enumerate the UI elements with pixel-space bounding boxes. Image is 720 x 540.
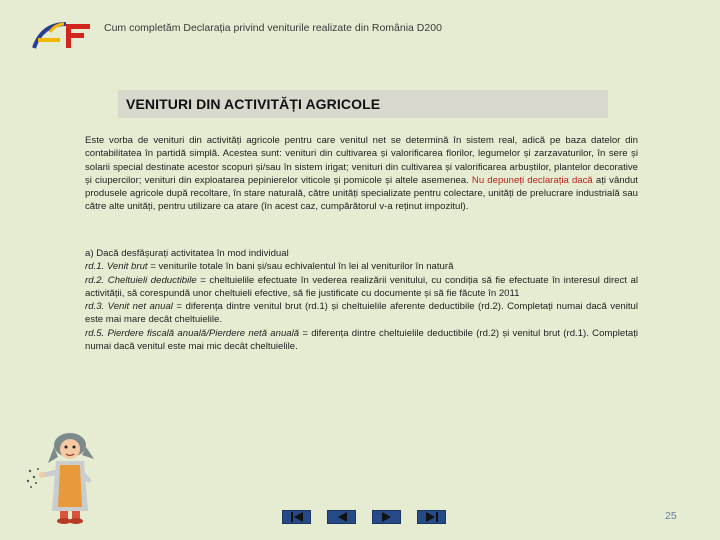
intro-text-part2: ați vândut produsele agricole după recoltare, în stare naturală, către unități specializate pentru colectare, unități de prelucrare industrială sau către alte unități, pentru utilizare ca atare (în acest caz, cumpărătorul v-a reținut impozitul). — [85, 174, 638, 213]
header-title: Cum completăm Declarația privind veniturile realizate din România D200 — [104, 22, 442, 34]
individual-mode-section — [85, 247, 638, 353]
section-title-box — [118, 90, 608, 118]
row-text: = diferența dintre cheltuielile deductibile (rd.2) și venitul brut (rd.1). Completați numai dacă venitul este mai mic decât cheltuielile. — [85, 327, 638, 353]
row-text: = cheltuielile efectuate în vederea realizării venitului, cu condiția să fie efectuate în interesul direct al activității, să corespundă unor cheltuieli efective, să fie justificate cu documente și să fie făcute în 2011 — [85, 274, 638, 299]
row-label: rd.1. Venit brut — [85, 261, 148, 273]
previous-page-icon — [336, 512, 348, 522]
next-page-button[interactable] — [372, 510, 401, 524]
last-page-icon — [426, 512, 438, 522]
row-label: rd.3. Venit net anual — [85, 301, 173, 313]
intro-text-part1: Este vorba de venituri din activități agricole pentru care venitul net se determină în sistem real, adică pe baza datelor din contabilitatea în partidă simplă. Acestea sunt: venituri din cultivarea și valorificarea florilor, legumelor și zarzavaturilor, în sere și solarii special destinate acestor scopuri și/sau în sistem irigat; venituri din cultivarea și valorificarea arbuștilor, plantelor decorative și ciupercilor; venituri din exploatarea pepinierelor viticole și pomicole și altele asemenea. — [85, 135, 638, 186]
row-label: rd.2. Cheltuieli deductibile — [85, 274, 197, 286]
first-page-button[interactable] — [282, 510, 311, 524]
row-rd1 — [85, 260, 638, 273]
row-text: = diferența dintre venitul brut (rd.1) și cheltuielile aferente deductibile (rd.2). Completați numai dacă venitul este mai mare decât cheltuielile. — [85, 301, 639, 326]
section-title: VENITURI DIN ACTIVITĂȚI AGRICOLE — [126, 96, 381, 112]
previous-page-button[interactable] — [327, 510, 356, 524]
slide-navigation — [282, 510, 480, 524]
mode-heading: a) Dacă desfășurați activitatea în mod individual — [85, 248, 289, 259]
row-rd2 — [85, 274, 638, 301]
row-rd5 — [85, 327, 638, 354]
intro-highlight: Nu depuneți declarația dacă — [471, 174, 593, 186]
last-page-button[interactable] — [417, 510, 446, 524]
next-page-icon — [381, 512, 393, 522]
row-rd3 — [85, 300, 638, 327]
row-label: rd.5. Pierdere fiscală anuală/Pierdere netă anuală — [85, 327, 300, 339]
granny-illustration-icon — [22, 425, 104, 525]
intro-paragraph — [85, 134, 638, 214]
first-page-icon — [291, 512, 303, 522]
page-number: 25 — [665, 510, 677, 522]
row-text: = veniturile totale în bani și/sau echivalentul în lei al veniturilor în natură — [147, 261, 454, 273]
anaf-logo-icon — [30, 18, 94, 50]
